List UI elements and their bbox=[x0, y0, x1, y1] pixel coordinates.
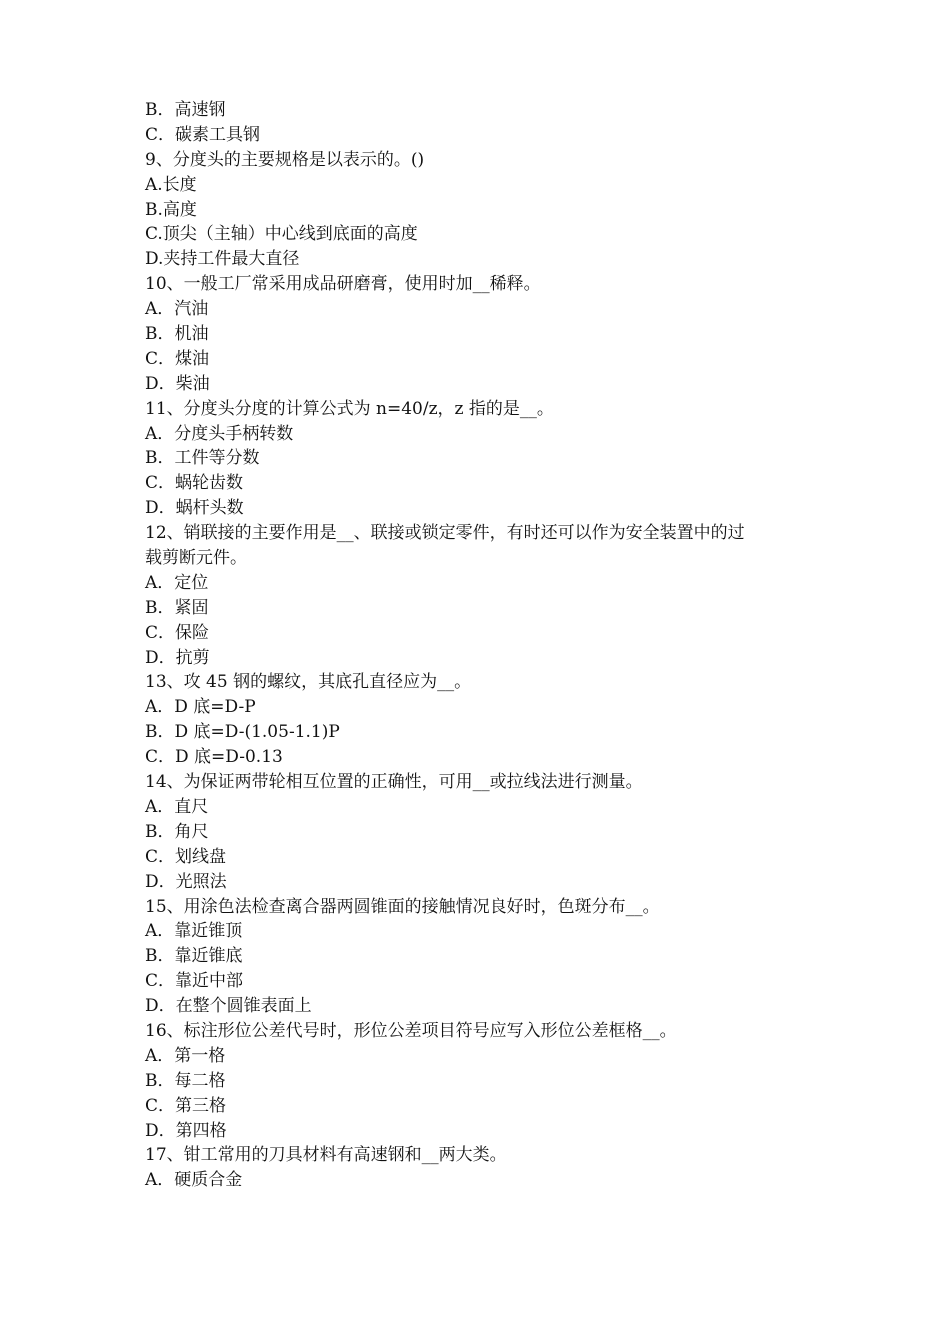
question-text: 14、为保证两带轮相互位置的正确性，可用__或拉线法进行测量。 bbox=[145, 772, 643, 793]
answer-option: B．高速钢 bbox=[145, 100, 226, 120]
answer-option: C．划线盘 bbox=[145, 846, 227, 867]
question-text: 10、一般工厂常采用成品研磨膏，使用时加__稀释。 bbox=[145, 274, 541, 295]
answer-option: A．定位 bbox=[145, 572, 209, 593]
text-line: 载剪断元件。 bbox=[145, 548, 247, 569]
answer-option: A.长度 bbox=[145, 174, 197, 195]
answer-option: A．靠近锥顶 bbox=[145, 921, 243, 942]
answer-option: B．紧固 bbox=[145, 597, 209, 618]
answer-option: B．机油 bbox=[145, 324, 209, 345]
question-text: 15、用涂色法检查离合器两圆锥面的接触情况良好时，色斑分布__。 bbox=[145, 896, 660, 917]
answer-option: C．D 底=D-0.13 bbox=[145, 747, 283, 768]
question-text: 9、分度头的主要规格是以表示的。() bbox=[145, 149, 425, 170]
answer-option: B.高度 bbox=[145, 199, 197, 220]
answer-option: D．在整个圆锥表面上 bbox=[145, 996, 312, 1017]
answer-option: D．光照法 bbox=[145, 871, 227, 892]
question-text: 13、攻 45 钢的螺纹，其底孔直径应为__。 bbox=[145, 672, 472, 693]
document-body bbox=[145, 98, 815, 1193]
answer-option: A．直尺 bbox=[145, 796, 209, 817]
answer-option: D．蜗杆头数 bbox=[145, 498, 244, 519]
answer-option: D．第四格 bbox=[145, 1120, 227, 1141]
answer-option: A．分度头手柄转数 bbox=[145, 423, 294, 444]
answer-option: D.夹持工件最大直径 bbox=[145, 249, 300, 270]
question-text: 12、销联接的主要作用是__、联接或锁定零件，有时还可以作为安全装置中的过 bbox=[145, 523, 745, 544]
answer-option: D．抗剪 bbox=[145, 647, 210, 668]
answer-option: C．蜗轮齿数 bbox=[145, 473, 244, 494]
question-text: 16、标注形位公差代号时，形位公差项目符号应写入形位公差框格__。 bbox=[145, 1020, 677, 1041]
answer-option: B．D 底=D-(1.05-1.1)P bbox=[145, 722, 340, 743]
answer-option: C．碳素工具钢 bbox=[145, 124, 261, 145]
answer-option: A．第一格 bbox=[145, 1045, 226, 1066]
answer-option: B．角尺 bbox=[145, 821, 209, 842]
question-text: 17、钳工常用的刀具材料有高速钢和__两大类。 bbox=[145, 1145, 507, 1166]
answer-option: B．工件等分数 bbox=[145, 448, 260, 469]
answer-option: B．每二格 bbox=[145, 1070, 226, 1091]
answer-option: C．煤油 bbox=[145, 348, 210, 369]
answer-option: B．靠近锥底 bbox=[145, 946, 243, 967]
answer-option: C．保险 bbox=[145, 622, 210, 643]
question-text: 11、分度头分度的计算公式为 n=40/z，z 指的是__。 bbox=[145, 398, 554, 419]
answer-option: A．硬质合金 bbox=[145, 1170, 243, 1191]
answer-option: C.顶尖（主轴）中心线到底面的高度 bbox=[145, 224, 418, 245]
answer-option: C．第三格 bbox=[145, 1095, 227, 1116]
answer-option: D．柴油 bbox=[145, 373, 210, 394]
answer-option: A．D 底=D-P bbox=[145, 697, 256, 718]
answer-option: C．靠近中部 bbox=[145, 971, 244, 992]
answer-option: A．汽油 bbox=[145, 299, 209, 320]
